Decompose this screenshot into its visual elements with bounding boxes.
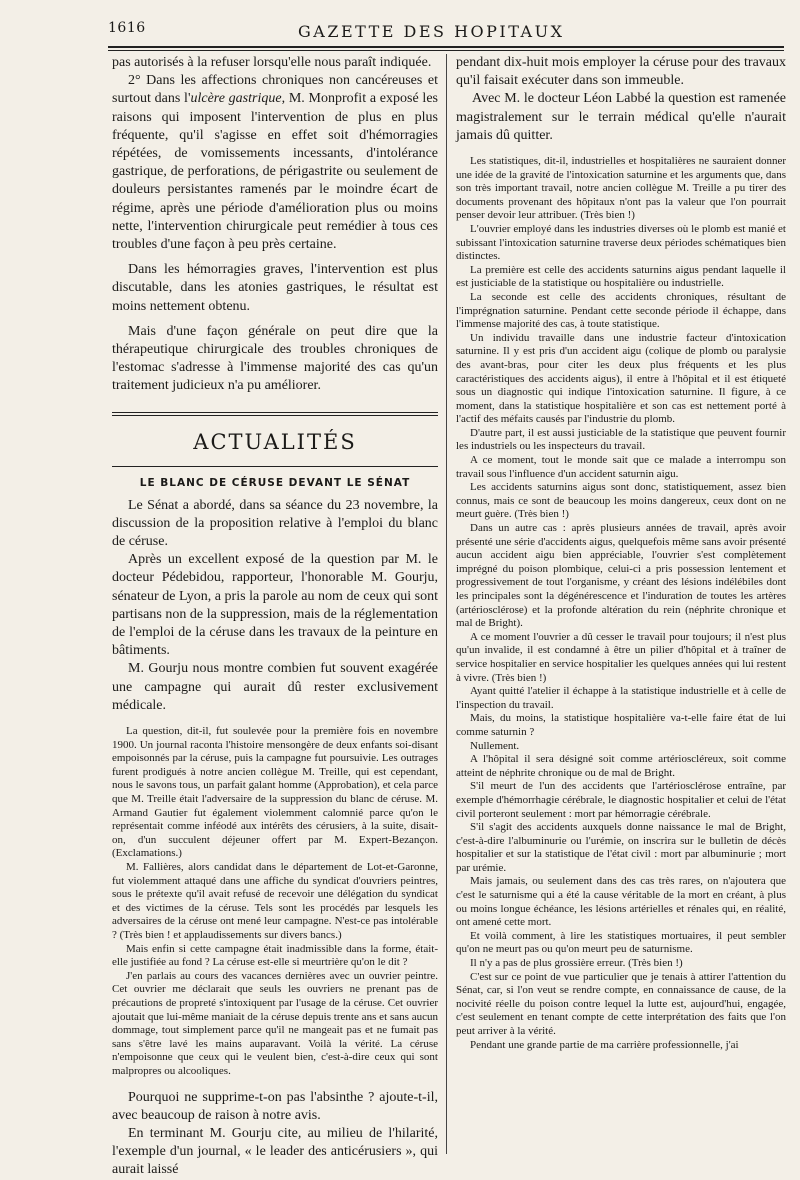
paragraph: M. Gourju nous montre combien fut souvent exagérée une campagne qui aurait dû rester exclusivement médicale. [112, 661, 438, 713]
quoted-paragraph: La première est celle des accidents saturnins aigus pendant laquelle il est justiciable de la statistique ou hospitalière ou industrielle. [456, 263, 786, 290]
quoted-paragraph: Dans un autre cas : après plusieurs années de travail, après avoir présenté une série d'accidents aigus, quelquefois même sans avoir présenté aucun accident aigu bien appréciable, l'ouvrier s'est complètement imprégné du poison plombique, celui-ci a pris possession lentement et progressivement de tout l'organisme, y créant des lésions indélébiles dont les principales sont la dégénérescence et l'induration de toutes les artères (artériosclérose) et la profonde altération du rein (néphrite chronique et mal de Bright). [456, 522, 786, 630]
article-title: LE BLANC DE CÉRUSE DEVANT LE SÉNAT [139, 476, 411, 489]
paragraph: Le Sénat a abordé, dans sa séance du 23 novembre, la discussion de la proposition relative à l'emploi du blanc de céruse. [112, 497, 438, 550]
quoted-paragraph: Les statistiques, dit-il, industrielles et hospitalières ne sauraient donner une idée de la gravité de l'intoxication saturnine et les arguments que, dans son très important travail, notre ancien collègue M. Treille a pu tirer des documents provenant des hôpitaux n'ont pas la valeur que l'on pourrait penser devoir leur attribuer. (Très bien !) [456, 155, 786, 222]
column-divider [446, 54, 447, 1154]
paragraph: pendant dix-huit mois employer la céruse pour des travaux qu'il faisait exécuter dans son immeuble. [456, 55, 786, 89]
quoted-paragraph: Ayant quitté l'atelier il échappe à la statistique industrielle et à celle de l'inspection du travail. [456, 685, 786, 711]
quoted-paragraph: S'il s'agit des accidents auxquels donne naissance le mal de Bright, c'est-à-dire l'albuminurie ou l'urémie, on inscrira sur le bulletin de décès hospitalier et sur la statistique de l'état civil : mort par albuminurie ; mort par urémie. [456, 821, 786, 874]
quoted-paragraph: La seconde est celle des accidents chroniques, résultant de l'imprégnation saturnine. Pendant cette seconde période il échappe, dans l'immense majorité des cas, à toute statistique. [456, 290, 786, 331]
page-header [108, 14, 784, 44]
quoted-paragraph: L'ouvrier employé dans les industries diverses où le plomb est manié et subissant l'intoxication saturnine traverse deux périodes schématiques bien distinctes. [456, 222, 786, 263]
quoted-paragraph: Les accidents saturnins aigus sont donc, statistiquement, assez bien connus, mais ce sont de beaucoup les moins dangereux, ceux dont on ne meurt guère. (Très bien !) [456, 481, 786, 521]
left-column [112, 54, 438, 1180]
journal-title: GAZETTE DES HOPITAUX [298, 22, 565, 41]
quoted-paragraph: Mais jamais, ou seulement dans des cas très rares, on n'ajoutera que c'est le saturnisme qui a été la cause véritable de la mort en créant, à plus ou moins longue échéance, les lésions artérielles et rénales qui, en réalité, ont amené cette mort. [456, 875, 786, 929]
quoted-paragraph: D'autre part, il est aussi justiciable de la statistique que peuvent fournir les industriels ou les inspecteurs du travail. [456, 426, 786, 453]
quoted-paragraph: La question, dit-il, fut soulevée pour la première fois en novembre 1900. Un journal raconta l'histoire mensongère de deux enfants soi-disant empoisonnés par la céruse, puis la campagne fut poursuivie. Les outrages furent prodigués à notre ancien collègue M. Treille, qui est cependant, nous le savons tous, un parfait galant homme (Approbation), et cela parce que M. Treille était l'adversaire de la suppression du blanc de céruse. M. Armand Gautier fut également violemment calomnié parce qu'on le représentait comme inféodé aux intérêts des cérusiers, à la suite, disait-on, d'un succulent déjeuner offert par M. Expert-Bezançon. (Exclamations.) [112, 725, 438, 860]
emphasis-text: ulcère gastrique [190, 91, 282, 107]
text-run: , M. Monprofit a exposé les raisons qui imposent l'intervention de plus en plus fréquente, qu'il s'agisse en effet soit d'hémorragies répétées, de vomissements incessants, d'intolérance gastrique, de perforations, de périgastrite ou seulement de douleurs persistantes ramenés par le moindre écart de régime, après une période d'amélioration plus ou moins nette, l'intervention chirurgicale peut remédier à tous ces troubles d'une façon à peu près certaine. [112, 91, 438, 253]
header-rule [108, 46, 784, 51]
quoted-paragraph: Mais enfin si cette campagne était inadmissible dans la forme, était-elle justifiée au fond ? La céruse est-elle si meurtrière qu'on le dit ? [112, 942, 438, 969]
paragraph: En terminant M. Gourju cite, au milieu de l'hilarité, l'exemple d'un journal, « le leader des anticérusiers », qui aurait laissé [112, 1125, 438, 1178]
quoted-paragraph: A ce moment l'ouvrier a dû cesser le travail pour toujours; il n'est plus qu'un invalide, il est condamné à être un pilier d'hôpital et à traîner de service hospitalier en service hospitalier les quelques années qui lui restent à vivre. (Très bien !) [456, 630, 786, 684]
paragraph: pas autorisés à la refuser lorsqu'elle nous paraît indiquée. [112, 55, 432, 70]
paragraph: Après un excellent exposé de la question par M. le docteur Pédebidou, rapporteur, l'honorable M. Gourju, sénateur de Lyon, a pris la parole au nom de ceux qui sont partisans non de la suppression, mais de la réglementation de l'emploi de la céruse dans les travaux de la peinture en bâtiments. [112, 552, 438, 659]
paragraph: Dans les hémorragies graves, l'intervention est plus discutable, dans les atonies gastriques, le résultat est moins nettement obtenu. [112, 262, 438, 314]
quoted-paragraph: M. Fallières, alors candidat dans le département de Lot-et-Garonne, fut violemment attaqué dans une affiche du syndicat d'ouvriers peintres, sous le prétexte qu'il avait refusé de recevoir une délégation du syndicat et des victimes de la céruse. Tels sont les procédés par lesquels les adversaires de la céruse ont mené leur campagne. N'est-ce pas intolérable ? (Très bien ! et applaudissements sur divers bancs.) [112, 861, 438, 941]
page-number: 1616 [108, 20, 146, 36]
right-column [456, 54, 786, 1052]
quoted-paragraph: Un individu travaille dans une industrie facteur d'intoxication saturnine. Il y est pris d'un accident aigu (colique de plomb ou paralysie des avant-bras, pour citer les deux plus fréquents et les plus caractéristiques des accidents aigus), il entre à l'hôpital et il est étiqueté sous un diagnostic qui indique l'intoxication saturnine. Il figure, à ce moment, dans la statistique hospitalière et son cas est nettement porté à l'actif des méfaits causés par l'industrie du plomb. [456, 331, 786, 426]
paragraph: Avec M. le docteur Léon Labbé la question est ramenée magistralement sur le terrain médical qu'elle n'aurait jamais dû quitter. [456, 91, 786, 143]
text-run: 2° Dans les affections chroniques non cancéreuses et surtout dans l' [112, 73, 438, 107]
quoted-paragraph: Et voilà comment, à lire les statistiques mortuaires, il peut sembler qu'on ne meurt pas ou qu'on meurt peu de saturnisme. [456, 929, 786, 956]
section-rule [112, 412, 438, 416]
quoted-paragraph: A l'hôpital il sera désigné soit comme artérioscléreux, soit comme atteint de néphrite chronique ou de mal de Bright. [456, 753, 786, 779]
section-rule [112, 466, 438, 467]
quoted-paragraph: Nullement. [470, 739, 520, 752]
quoted-paragraph: A ce moment, tout le monde sait que ce malade a interrompu son travail sous l'influence d'un accident saturnin aigu. [456, 454, 786, 480]
quoted-paragraph: S'il meurt de l'un des accidents que l'artériosclérose entraîne, par exemple d'hémorrhagie cérébrale, le diagnostic hospitalier et celui de l'état civil porteront seulement : mort par hémorragie cérébrale. [456, 780, 786, 820]
quoted-paragraph: J'en parlais au cours des vacances dernières avec un ouvrier peintre. Cet ouvrier me déclarait que seuls les ouvriers ne prenant pas de précautions de propreté s'intoxiquent par l'usage de la céruse. Cet ouvrier ajoutait que lui-même maniait de la céruse depuis trente ans et sans aucun dommage, tout simplement parce qu'il ne mangeait pas et ne fumait pas sans s'être lavé les mains auparavant. Voilà la vérité. La céruse n'empoisonne que ceux qui le veulent bien, c'est-à-dire ceux qui sont malpropres ou alcooliques. [112, 969, 438, 1077]
paragraph: Mais d'une façon générale on peut dire que la thérapeutique chirurgicale des troubles chroniques de l'estomac s'adresse à l'immense majorité des cas qu'un traitement judicieux n'a pu améliorer. [112, 323, 438, 394]
quoted-paragraph: C'est sur ce point de vue particulier que je tenais à attirer l'attention du Sénat, car, si l'on veut se rendre compte, en connaissance de cause, de la nocivité réelle du poison contre lequel la lutte est, aujourd'hui, engagée, c'est seulement en tenant compte de cette interprétation des faits que l'on peut arriver à la vérité. [456, 970, 786, 1038]
quoted-paragraph: Mais, du moins, la statistique hospitalière va-t-elle faire état de lui comme saturnin ? [456, 712, 786, 738]
paragraph-ulcer [112, 72, 438, 254]
section-title: ACTUALITÉS [193, 429, 357, 454]
paragraph: Pourquoi ne supprime-t-on pas l'absinthe ? ajoute-t-il, avec beaucoup de raison à notre avis. [112, 1089, 438, 1123]
quoted-paragraph: Pendant une grande partie de ma carrière professionnelle, j'ai [470, 1038, 739, 1051]
quoted-paragraph: Il n'y a pas de plus grossière erreur. (Très bien !) [470, 957, 683, 970]
